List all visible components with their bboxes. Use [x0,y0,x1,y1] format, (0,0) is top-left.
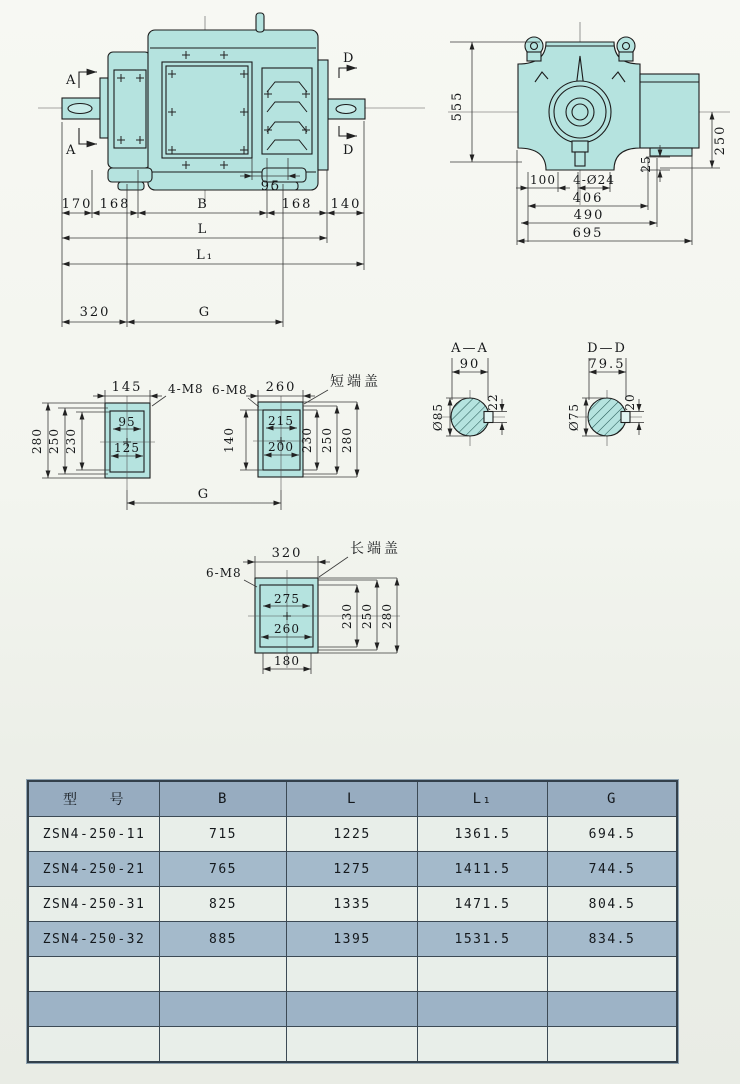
cell-L1: 1411.5 [418,852,548,887]
cell-model [28,957,160,992]
dim-90: 90 [459,357,481,372]
table-row [28,887,677,922]
dim-250-small: 250 [47,428,61,454]
cell-G [548,992,678,1027]
table-row [28,817,677,852]
table-row-empty [28,992,677,1027]
dim-695: 695 [572,226,604,241]
cell-B: 715 [160,817,287,852]
cell-G: 834.5 [548,922,678,957]
dim-dia75: Ø75 [567,402,581,432]
dim-168-right: 168 [281,197,313,212]
label-long-cover: 长端盖 [350,541,401,557]
cell-B [160,1027,287,1063]
spec-table [27,780,678,1063]
dim-168-left: 168 [99,197,131,212]
dim-260: 260 [265,380,297,395]
cell-B: 765 [160,852,287,887]
table-row [28,852,677,887]
label-4m8: 4-M8 [168,382,204,396]
label-short-cover: 短端盖 [330,374,381,390]
dim-180: 180 [274,654,300,668]
cell-B: 885 [160,922,287,957]
cell-L1: 1361.5 [418,817,548,852]
dim-215: 215 [268,414,294,428]
dim-20: 20 [623,393,637,411]
label-6m8-long: 6-M8 [206,566,242,580]
cell-L [287,1027,418,1063]
table-row-empty [28,1027,677,1063]
section-label-a-bottom: A [66,143,78,158]
cell-L1 [418,992,548,1027]
cell-L [287,992,418,1027]
cell-L [287,957,418,992]
cell-G [548,957,678,992]
section-dd-title: D—D [587,341,627,356]
dim-L: L [197,222,209,237]
dim-140-cover: 140 [222,427,236,453]
section-label-a-top: A [66,73,78,88]
header-model: 型 号 [28,781,160,817]
cell-B [160,957,287,992]
cell-model: ZSN4-250-31 [28,887,160,922]
dim-200: 200 [268,440,294,454]
header-B: B [160,781,287,817]
cell-B [160,992,287,1027]
dim-25: 25 [639,155,653,173]
dim-490: 490 [573,208,605,223]
dim-230-short: 230 [300,427,314,453]
dim-L1: L₁ [196,248,214,263]
dim-275: 275 [274,592,300,606]
section-aa-title: A—A [451,341,489,356]
dim-250-long: 250 [360,603,374,629]
dim-280-short: 280 [340,427,354,453]
cell-model [28,1027,160,1063]
side-view [38,13,425,200]
cell-L1 [418,1027,548,1063]
dim-4xd24: 4-Ø24 [573,173,615,187]
cell-B: 825 [160,887,287,922]
dim-145: 145 [111,380,143,395]
dim-170: 170 [61,197,93,212]
cell-L1: 1531.5 [418,922,548,957]
cell-L1: 1471.5 [418,887,548,922]
cell-model: ZSN4-250-21 [28,852,160,887]
header-G: G [548,781,678,817]
cell-L: 1225 [287,817,418,852]
cell-G: 804.5 [548,887,678,922]
dim-22: 22 [486,393,500,411]
dim-G-side: G [198,305,212,320]
cell-G: 744.5 [548,852,678,887]
cell-L: 1275 [287,852,418,887]
dim-320-cover: 320 [271,546,303,561]
dim-G-covers: G [197,487,211,502]
cell-G [548,1027,678,1063]
dim-dia85: Ø85 [431,402,445,432]
dim-95-cover: 95 [118,415,136,429]
dim-280-small: 280 [30,428,44,454]
cell-model [28,992,160,1027]
label-6m8-short: 6-M8 [212,383,248,397]
cell-L: 1335 [287,887,418,922]
dim-B: B [197,197,209,212]
dim-406: 406 [572,191,604,206]
dim-79-5: 79.5 [588,357,626,372]
cell-model: ZSN4-250-32 [28,922,160,957]
dim-230-small: 230 [64,428,78,454]
dim-280-long: 280 [380,603,394,629]
cell-G: 694.5 [548,817,678,852]
table-header-row [28,781,677,817]
cell-model: ZSN4-250-11 [28,817,160,852]
cell-L: 1395 [287,922,418,957]
dim-95: 95 [260,179,282,194]
dim-250: 250 [713,124,728,156]
header-L1: L₁ [418,781,548,817]
dim-125: 125 [114,441,140,455]
dim-230-long: 230 [340,603,354,629]
section-label-d-top: D [343,51,356,66]
dim-555: 555 [450,90,465,122]
cell-L1 [418,957,548,992]
dim-140: 140 [330,197,362,212]
dim-100: 100 [530,173,556,187]
dim-320: 320 [79,305,111,320]
table-row-empty [28,957,677,992]
dim-250-short: 250 [320,427,334,453]
table-row [28,922,677,957]
header-L: L [287,781,418,817]
dim-260-long: 260 [274,622,300,636]
section-label-d-bottom: D [343,143,356,158]
